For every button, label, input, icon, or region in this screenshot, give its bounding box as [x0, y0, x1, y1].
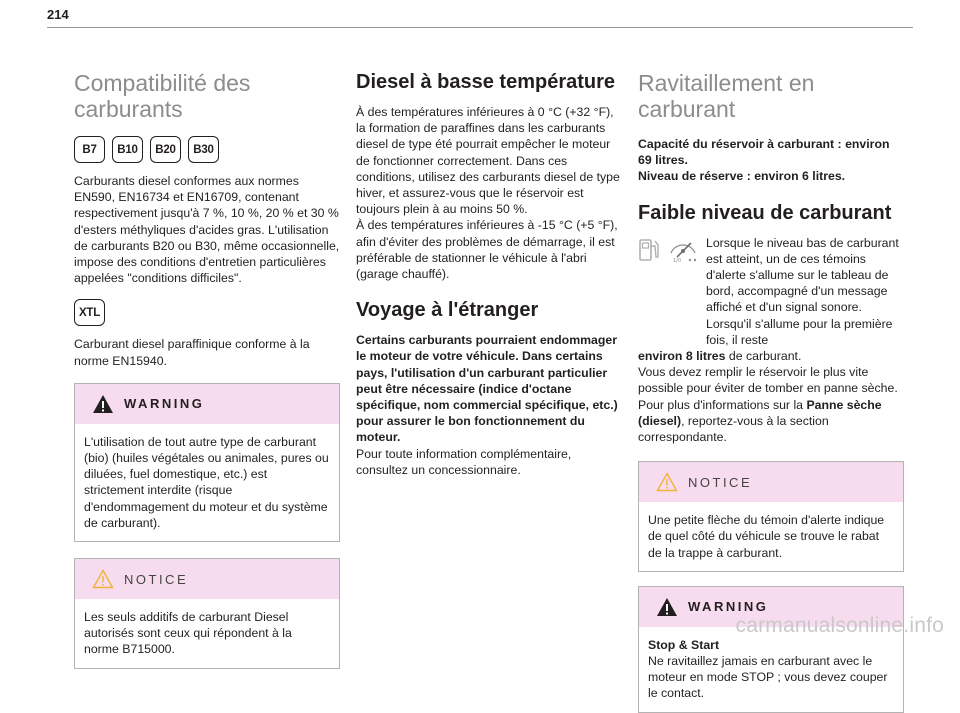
- notice-box-arrow: [638, 461, 904, 572]
- badge-b10: B10: [112, 136, 143, 163]
- section-title-compatibility: Compatibilité des carburants: [74, 70, 251, 122]
- fuel-pump-icon: [638, 237, 660, 263]
- low-fuel-bold-litres: environ 8 litres: [638, 349, 726, 364]
- low-fuel-text-2: de carburant.: [725, 349, 802, 364]
- watermark: carmanualsonline.info: [735, 614, 944, 637]
- low-fuel-text-1: Lorsque le niveau bas de carburant est atteint, un de ces témoins d'alerte s'allume sur le tableau de bord, accompagné d'un message affiché et d'un signal sonore. Lorsqu'il s'allume pour la première fois, il reste: [706, 235, 899, 347]
- warning-triangle-icon: [92, 394, 114, 414]
- notice-title-2: NOTICE: [688, 474, 753, 490]
- reserve-level: Niveau de réserve : environ 6 litres.: [638, 169, 846, 184]
- abroad-bold-para: Certains carburants pourraient endommager le moteur de votre véhicule. Dans certains pays, l'utilisation d'un carburant particulier peut être nécessaire (indice d'octane spécifique, nom commercial spécifique, etc.) pour assurer le bon fonctionnement du moteur.: [356, 333, 618, 445]
- low-fuel-text-1b: [638, 348, 904, 364]
- column-fuel-compatibility: [74, 70, 340, 669]
- header-rule: [47, 27, 913, 28]
- low-fuel-para-2: Vous devez remplir le réservoir le plus vite possible pour éviter de tomber en panne sèche.: [638, 365, 898, 396]
- abroad-para: Pour toute information complémentaire, consultez un concessionnaire.: [356, 446, 572, 477]
- svg-text:1/0: 1/0: [673, 257, 682, 263]
- badge-b20: B20: [150, 136, 181, 163]
- warning-stop-start-title: Stop & Start: [648, 637, 720, 652]
- warning-box-header: [75, 384, 339, 424]
- low-fuel-icons: [638, 237, 700, 263]
- notice-text: Les seuls additifs de carburant Diesel autorisés sont ceux qui répondent à la norme B715000.: [84, 610, 292, 657]
- notice-box-header: [75, 559, 339, 599]
- low-temp-para-1: À des températures inférieures à 0 °C (+32 °F), la formation de paraffines dans les carburants diesel de type été pourrait empêcher le moteur de fonctionner correctement. Dans ces conditions, utilisez des carburants diesel de type hiver, et assurez-vous que le réservoir est toujours plein à au moins 50 %.: [356, 105, 620, 217]
- warning-title-2: WARNING: [688, 599, 769, 615]
- column-diesel: [356, 70, 622, 478]
- low-temp-para-2: À des températures inférieures à -15 °C (+5 °F), afin d'éviter des problèmes de démarrage, il est préférable de stationner le véhicule à l'abri (garage chauffé).: [356, 218, 618, 282]
- badge-xtl: XTL: [74, 299, 105, 326]
- fuel-badges: [74, 136, 340, 163]
- section-title-abroad: Voyage à l'étranger: [356, 299, 539, 322]
- low-fuel-bold-link: Panne sèche (diesel): [638, 397, 882, 428]
- notice-triangle-icon: [656, 472, 678, 492]
- notice-box-additives: [74, 558, 340, 669]
- warning-title: WARNING: [124, 396, 205, 412]
- xtl-description: Carburant diesel paraffinique conforme à la norme EN15940.: [74, 337, 310, 368]
- section-title-refuelling: Ravitaillement en carburant: [638, 70, 815, 122]
- notice-text-2: Une petite flèche du témoin d'alerte indique de quel côté du véhicule se trouve le rabat de la trappe à carburant.: [648, 513, 885, 560]
- warning-text: L'utilisation de tout autre type de carburant (bio) (huiles végétales ou animales, pures ou diluées, fuel domestique, etc.) est strictement interdite (risque d'endommagement du moteur et du système de carburant).: [84, 434, 329, 530]
- compatibility-intro: Carburants diesel conformes aux normes EN590, EN16734 et EN16709, contenant respectivement jusqu'à 7 %, 10 %, 20 % et 30 % d'esters méthyliques d'acides gras. L'utilisation de carburants B20 ou B30, même occasionnelle, impose des conditions d'entretien particulières appelées "conditions difficiles".: [74, 174, 340, 286]
- tank-capacity: Capacité du réservoir à carburant : environ 69 litres.: [638, 137, 890, 168]
- warning-box-fuel: [74, 383, 340, 542]
- warning-stop-start-text: Ne ravitaillez jamais en carburant avec le moteur en mode STOP ; vous devez couper le contact.: [648, 654, 888, 701]
- low-fuel-text-3: Pour plus d'informations sur la: [638, 397, 807, 412]
- fuel-gauge-icon: [666, 237, 700, 263]
- notice-box-header-2: [639, 462, 903, 502]
- low-fuel-intro: [638, 235, 904, 348]
- low-fuel-reference: [638, 397, 904, 446]
- section-title-low-fuel: Faible niveau de carburant: [638, 201, 892, 224]
- warning-box-stop-start: [638, 586, 904, 713]
- section-title-low-temp: Diesel à basse température: [356, 71, 616, 93]
- warning-triangle-icon: [656, 597, 678, 617]
- low-fuel-text-4: , reportez-vous à la section correspondante.: [638, 413, 829, 445]
- page-number: 214: [47, 7, 69, 22]
- notice-triangle-icon: [92, 569, 114, 589]
- notice-title: NOTICE: [124, 571, 189, 587]
- badge-b30: B30: [188, 136, 219, 163]
- badge-b7: B7: [74, 136, 105, 163]
